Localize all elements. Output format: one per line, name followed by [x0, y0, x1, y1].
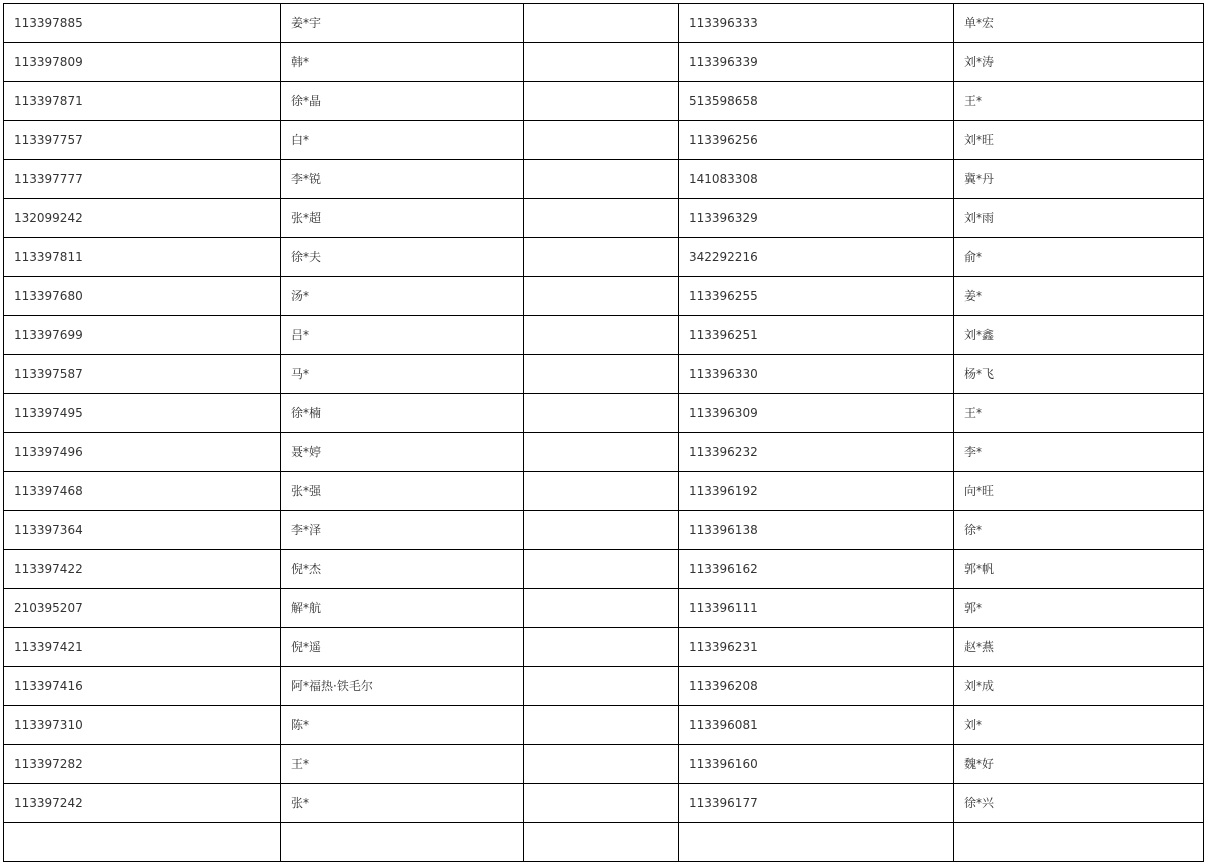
id-cell-right: 513598658	[679, 82, 954, 121]
id-cell-right: 113396256	[679, 121, 954, 160]
name-cell-left	[281, 823, 524, 862]
id-cell-left: 113397310	[4, 706, 281, 745]
table-row	[4, 550, 1204, 589]
name-cell-right: 魏*好	[954, 745, 1204, 784]
table-row	[4, 316, 1204, 355]
id-cell-left: 113397587	[4, 355, 281, 394]
name-cell-left: 李*锐	[281, 160, 524, 199]
id-cell-right: 113396232	[679, 433, 954, 472]
name-cell-left: 解*航	[281, 589, 524, 628]
id-cell-right: 113396081	[679, 706, 954, 745]
empty-cell	[524, 394, 679, 433]
id-cell-left: 113397885	[4, 4, 281, 43]
name-cell-left: 徐*楠	[281, 394, 524, 433]
id-cell-left: 113397468	[4, 472, 281, 511]
table-row	[4, 589, 1204, 628]
name-cell-right: 刘*鑫	[954, 316, 1204, 355]
name-cell-left: 张*超	[281, 199, 524, 238]
name-cell-right: 徐*	[954, 511, 1204, 550]
table-row	[4, 43, 1204, 82]
id-cell-left: 113397871	[4, 82, 281, 121]
id-cell-left: 113397422	[4, 550, 281, 589]
id-cell-right: 113396138	[679, 511, 954, 550]
empty-cell	[524, 745, 679, 784]
roster-table	[3, 3, 1204, 862]
id-cell-right: 113396162	[679, 550, 954, 589]
empty-cell	[524, 511, 679, 550]
id-cell-left: 132099242	[4, 199, 281, 238]
name-cell-right: 刘*涛	[954, 43, 1204, 82]
name-cell-left: 吕*	[281, 316, 524, 355]
name-cell-left: 张*强	[281, 472, 524, 511]
roster-table-container	[3, 3, 1204, 862]
id-cell-right: 113396255	[679, 277, 954, 316]
empty-cell	[524, 589, 679, 628]
table-row	[4, 628, 1204, 667]
name-cell-left: 韩*	[281, 43, 524, 82]
empty-cell	[524, 160, 679, 199]
table-row	[4, 238, 1204, 277]
table-row	[4, 82, 1204, 121]
name-cell-right: 单*宏	[954, 4, 1204, 43]
name-cell-right: 冀*丹	[954, 160, 1204, 199]
empty-cell	[524, 277, 679, 316]
id-cell-left: 113397364	[4, 511, 281, 550]
table-row	[4, 433, 1204, 472]
empty-cell	[524, 433, 679, 472]
id-cell-right: 113396251	[679, 316, 954, 355]
id-cell-left: 113397777	[4, 160, 281, 199]
empty-cell	[524, 706, 679, 745]
id-cell-left: 113397680	[4, 277, 281, 316]
id-cell-right: 113396339	[679, 43, 954, 82]
id-cell-right: 113396111	[679, 589, 954, 628]
empty-cell	[524, 667, 679, 706]
empty-cell	[524, 550, 679, 589]
name-cell-right: 杨*飞	[954, 355, 1204, 394]
table-row	[4, 277, 1204, 316]
name-cell-right: 刘*雨	[954, 199, 1204, 238]
empty-cell	[524, 355, 679, 394]
table-row	[4, 355, 1204, 394]
name-cell-left: 倪*杰	[281, 550, 524, 589]
empty-cell	[524, 4, 679, 43]
name-cell-left: 倪*遥	[281, 628, 524, 667]
id-cell-right: 113396208	[679, 667, 954, 706]
empty-cell	[524, 238, 679, 277]
name-cell-left: 张*	[281, 784, 524, 823]
table-row	[4, 472, 1204, 511]
id-cell-left: 113397282	[4, 745, 281, 784]
name-cell-right: 李*	[954, 433, 1204, 472]
id-cell-right: 113396192	[679, 472, 954, 511]
id-cell-left: 113397495	[4, 394, 281, 433]
name-cell-left: 徐*夫	[281, 238, 524, 277]
name-cell-left: 聂*婷	[281, 433, 524, 472]
name-cell-right: 赵*燕	[954, 628, 1204, 667]
id-cell-left: 113397809	[4, 43, 281, 82]
id-cell-right: 141083308	[679, 160, 954, 199]
id-cell-right: 113396231	[679, 628, 954, 667]
table-row	[4, 394, 1204, 433]
id-cell-left: 113397757	[4, 121, 281, 160]
empty-cell	[524, 199, 679, 238]
name-cell-right: 郭*	[954, 589, 1204, 628]
empty-cell	[524, 43, 679, 82]
id-cell-left: 113397421	[4, 628, 281, 667]
name-cell-right: 郭*帆	[954, 550, 1204, 589]
name-cell-left: 陈*	[281, 706, 524, 745]
name-cell-right: 徐*兴	[954, 784, 1204, 823]
name-cell-left: 马*	[281, 355, 524, 394]
empty-cell	[524, 82, 679, 121]
table-row	[4, 199, 1204, 238]
id-cell-left: 113397242	[4, 784, 281, 823]
empty-cell	[524, 472, 679, 511]
name-cell-left: 汤*	[281, 277, 524, 316]
id-cell-right: 113396330	[679, 355, 954, 394]
id-cell-left: 113397699	[4, 316, 281, 355]
name-cell-left: 李*泽	[281, 511, 524, 550]
name-cell-left: 阿*福热·铁毛尔	[281, 667, 524, 706]
id-cell-right: 113396309	[679, 394, 954, 433]
name-cell-right: 刘*旺	[954, 121, 1204, 160]
empty-cell	[524, 823, 679, 862]
id-cell-right: 113396177	[679, 784, 954, 823]
table-row	[4, 511, 1204, 550]
name-cell-right: 俞*	[954, 238, 1204, 277]
name-cell-right: 王*	[954, 394, 1204, 433]
id-cell-left: 113397811	[4, 238, 281, 277]
table-row	[4, 745, 1204, 784]
id-cell-left: 113397416	[4, 667, 281, 706]
table-row	[4, 667, 1204, 706]
name-cell-right: 姜*	[954, 277, 1204, 316]
id-cell-left: 210395207	[4, 589, 281, 628]
id-cell-right: 113396333	[679, 4, 954, 43]
table-row	[4, 121, 1204, 160]
empty-cell	[524, 784, 679, 823]
id-cell-right: 113396160	[679, 745, 954, 784]
name-cell-right: 刘*	[954, 706, 1204, 745]
id-cell-right: 342292216	[679, 238, 954, 277]
name-cell-right	[954, 823, 1204, 862]
name-cell-right: 向*旺	[954, 472, 1204, 511]
empty-cell	[524, 628, 679, 667]
id-cell-left	[4, 823, 281, 862]
table-row	[4, 823, 1204, 862]
id-cell-right	[679, 823, 954, 862]
empty-cell	[524, 121, 679, 160]
name-cell-left: 姜*宇	[281, 4, 524, 43]
id-cell-right: 113396329	[679, 199, 954, 238]
name-cell-left: 徐*晶	[281, 82, 524, 121]
table-row	[4, 160, 1204, 199]
table-row	[4, 4, 1204, 43]
table-row	[4, 784, 1204, 823]
name-cell-right: 刘*成	[954, 667, 1204, 706]
roster-table-body	[4, 4, 1204, 862]
id-cell-left: 113397496	[4, 433, 281, 472]
table-row	[4, 706, 1204, 745]
name-cell-right: 王*	[954, 82, 1204, 121]
name-cell-left: 白*	[281, 121, 524, 160]
name-cell-left: 王*	[281, 745, 524, 784]
empty-cell	[524, 316, 679, 355]
